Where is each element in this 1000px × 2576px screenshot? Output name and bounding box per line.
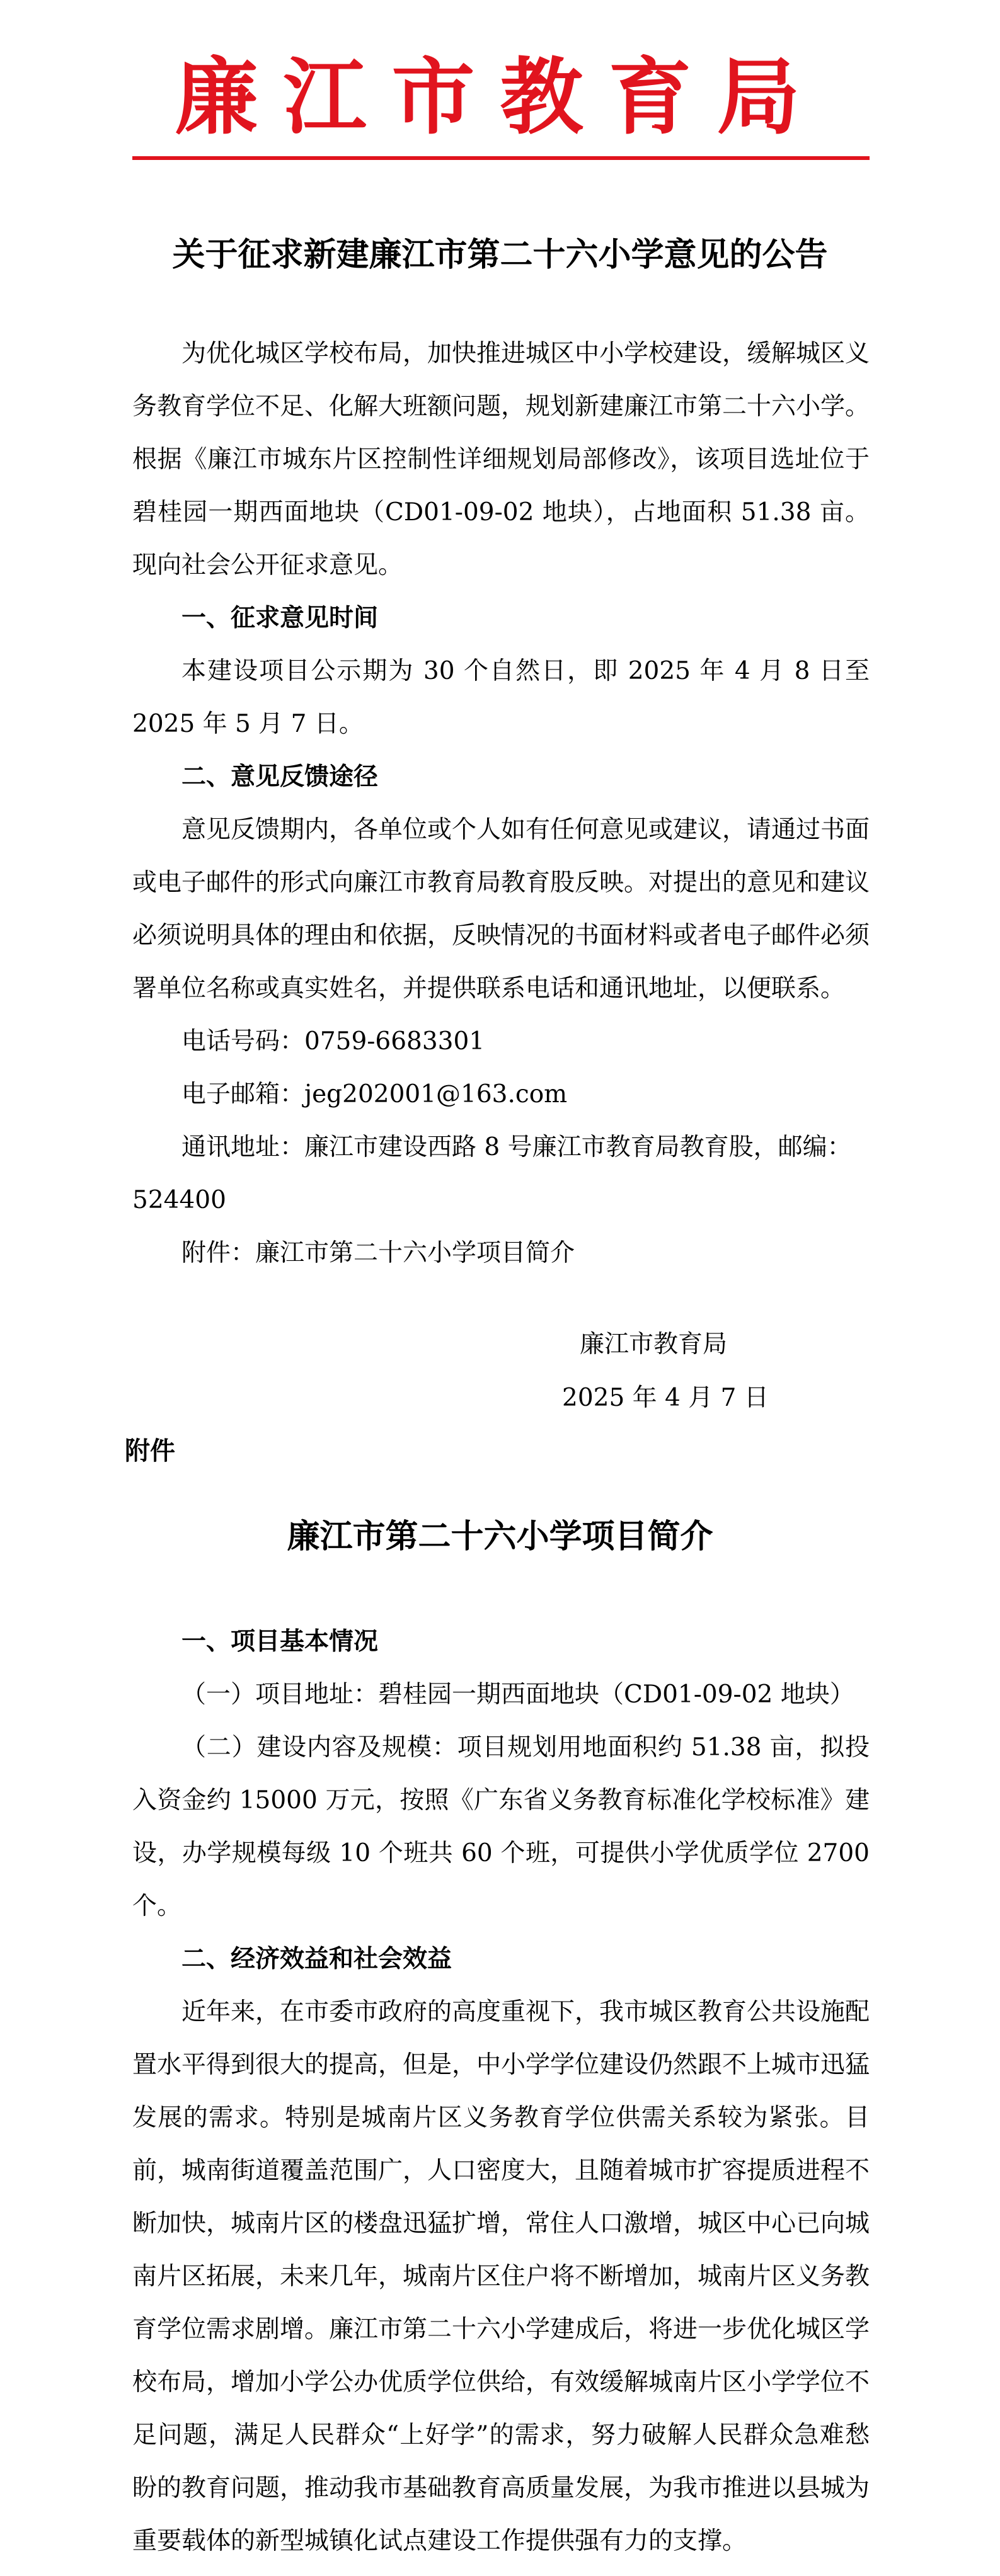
letterhead-red-rule [132,156,870,160]
section-heading-benefits: 二、经济效益和社会效益 [181,1945,452,1973]
section-heading-time: 一、征求意见时间 [181,604,379,632]
letterhead-org-name: 廉江市教育局 [175,48,825,146]
section-body-feedback: 意见反馈期内，各单位或个人如有任何意见或建议，请通过书面或电子邮件的形式向廉江市教育局教育股反映。对提出的意见和建议必须说明具体的理由和依据，反映情况的书面材料或者电子邮件必须署单位名称或真实姓名，并提供联系电话和通讯地址，以便联系。 [132,816,870,1003]
signature-org: 廉江市教育局 [580,1330,728,1359]
basic-item-scale: （二）建设内容及规模：项目规划用地面积约 51.38 亩，拟投入资金约 15000 万元，按照《广东省义务教育标准化学校标准》建设，办学规模每级 10 个班共 60 个班，可提供小学优质学位 2700 个。 [132,1733,870,1920]
notice-body [132,328,870,1280]
notice-title: 关于征求新建廉江市第二十六小学意见的公告 [172,236,828,274]
basic-item-address: （一）项目地址：碧桂园一期西面地块（CD01-09-02 地块） [181,1680,854,1709]
benefits-body: 近年来，在市委市政府的高度重视下，我市城区教育公共设施配置水平得到很大的提高，但是，中小学学位建设仍然跟不上城市迅猛发展的需求。特别是城南片区义务教育学位供需关系较为紧张。目前，城南街道覆盖范围广，人口密度大，且随着城市扩容提质进程不断加快，城南片区的楼盘迅猛扩增，常住人口激增，城区中心已向城南片区拓展，未来几年，城南片区住户将不断增加，城南片区义务教育学位需求剧增。廉江市第二十六小学建成后，将进一步优化城区学校布局，增加小学公办优质学位供给，有效缓解城南片区小学学位不足问题，满足人民群众“上好学”的需求，努力破解人民群众急难愁盼的教育问题，推动我市基础教育高质量发展，为我市推进以县城为重要载体的新型城镇化试点建设工作提供强有力的支撑。 [132,1998,870,2555]
signature-date: 2025 年 4 月 7 日 [562,1384,769,1412]
attachment-label: 附件 [125,1437,175,1466]
attachment-title: 廉江市第二十六小学项目简介 [287,1517,713,1556]
section-heading-basic: 一、项目基本情况 [181,1627,379,1656]
contact-email: 电子邮箱：jeg202001@163.com [181,1080,568,1108]
section-heading-feedback: 二、意见反馈途径 [181,763,379,791]
attachment-reference: 附件：廉江市第二十六小学项目简介 [181,1239,575,1267]
attachment-body [132,1616,870,2568]
contact-address: 通讯地址：廉江市建设西路 8 号廉江市教育局教育股，邮编： [181,1133,852,1161]
notice-intro: 为优化城区学校布局，加快推进城区中小学校建设，缓解城区义务教育学位不足、化解大班额问题，规划新建廉江市第二十六小学。根据《廉江市城东片区控制性详细规划局部修改》，该项目选址位于碧桂园一期西面地块（CD01-09-02 地块），占地面积 51.38 亩。现向社会公开征求意见。 [132,339,870,579]
contact-postcode: 524400 [132,1186,226,1214]
contact-phone: 电话号码：0759-6683301 [181,1027,485,1056]
section-body-time: 本建设项目公示期为 30 个自然日，即 2025 年 4 月 8 日至 2025 年 5 月 7 日。 [132,657,870,738]
